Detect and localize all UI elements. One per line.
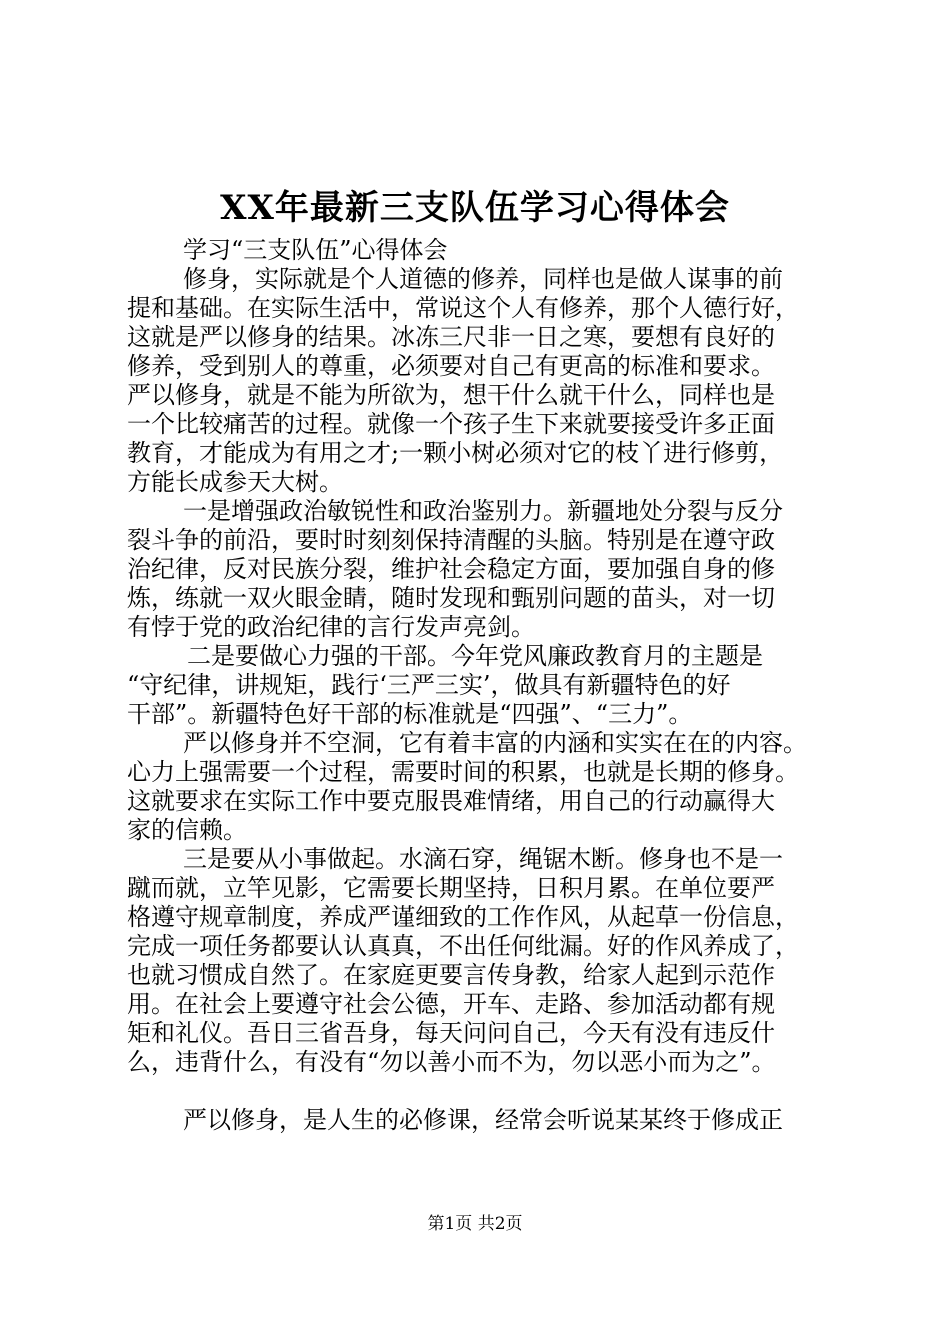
- body-line: 一个比较痛苦的过程。就像一个孩子生下来就要接受许多正面: [127, 410, 775, 438]
- document-subtitle: 学习“三支队伍”心得体会: [183, 236, 448, 264]
- body-line: 三是要从小事做起。水滴石穿，绳锯木断。修身也不是一: [183, 845, 783, 873]
- body-line: 严以修身，是人生的必修课，经常会听说某某终于修成正: [183, 1106, 783, 1134]
- body-line: 也就习惯成自然了。在家庭更要言传身教，给家人起到示范作: [127, 961, 775, 989]
- body-line: “守纪律，讲规矩，践行‘三严三实’，做具有新疆特色的好: [127, 671, 731, 699]
- page-title: XX年最新三支队伍学习心得体会: [220, 188, 730, 228]
- body-line: 用。在社会上要遵守社会公德，开车、走路、参加活动都有规: [127, 990, 775, 1018]
- document-body: [127, 265, 847, 1135]
- body-line: 修养，受到别人的尊重，必须要对自己有更高的标准和要求。: [127, 352, 775, 380]
- body-line: 炼，练就一双火眼金睛，随时发现和甄别问题的苗头，对一切: [127, 584, 775, 612]
- body-line: 方能长成参天大树。: [127, 468, 343, 496]
- body-line: 干部”。新疆特色好干部的标准就是“四强”、“三力”。: [127, 700, 693, 728]
- body-line: 二是要做心力强的干部。今年党风廉政教育月的主题是: [187, 642, 763, 670]
- body-line: 提和基础。在实际生活中，常说这个人有修养，那个人德行好，: [127, 294, 799, 322]
- body-line: 这就要求在实际工作中要克服畏难情绪，用自己的行动赢得大: [127, 787, 775, 815]
- body-line: 修身，实际就是个人道德的修养，同样也是做人谋事的前: [183, 265, 783, 293]
- body-line: 治纪律，反对民族分裂，维护社会稳定方面，要加强自身的修: [127, 555, 775, 583]
- body-line: 心力上强需要一个过程，需要时间的积累，也就是长期的修身。: [127, 758, 799, 786]
- body-line: 家的信赖。: [127, 816, 247, 844]
- body-line: 格遵守规章制度，养成严谨细致的工作作风，从起草一份信息，: [127, 903, 799, 931]
- body-line: 一是增强政治敏锐性和政治鉴别力。新疆地处分裂与反分: [183, 497, 783, 525]
- body-line: 严以修身并不空洞，它有着丰富的内涵和实实在在的内容。: [183, 729, 807, 757]
- body-line: 这就是严以修身的结果。冰冻三尺非一日之寒，要想有良好的: [127, 323, 775, 351]
- body-line: 裂斗争的前沿，要时时刻刻保持清醒的头脑。特别是在遵守政: [127, 526, 775, 554]
- body-line: 有悖于党的政治纪律的言行发声亮剑。: [127, 613, 535, 641]
- page-number-footer: 第1页 共2页: [427, 1214, 523, 1234]
- body-line: 么，违背什么，有没有“勿以善小而不为，勿以恶小而为之”。: [127, 1048, 776, 1076]
- body-line: 矩和礼仪。吾日三省吾身，每天问问自己，今天有没有违反什: [127, 1019, 775, 1047]
- body-line: 完成一项任务都要认认真真，不出任何纰漏。好的作风养成了，: [127, 932, 799, 960]
- body-line: 教育，才能成为有用之才;一颗小树必须对它的枝丫进行修剪，: [127, 439, 784, 467]
- body-line: 蹴而就，立竿见影，它需要长期坚持，日积月累。在单位要严: [127, 874, 775, 902]
- body-line: 严以修身，就是不能为所欲为，想干什么就干什么，同样也是: [127, 381, 775, 409]
